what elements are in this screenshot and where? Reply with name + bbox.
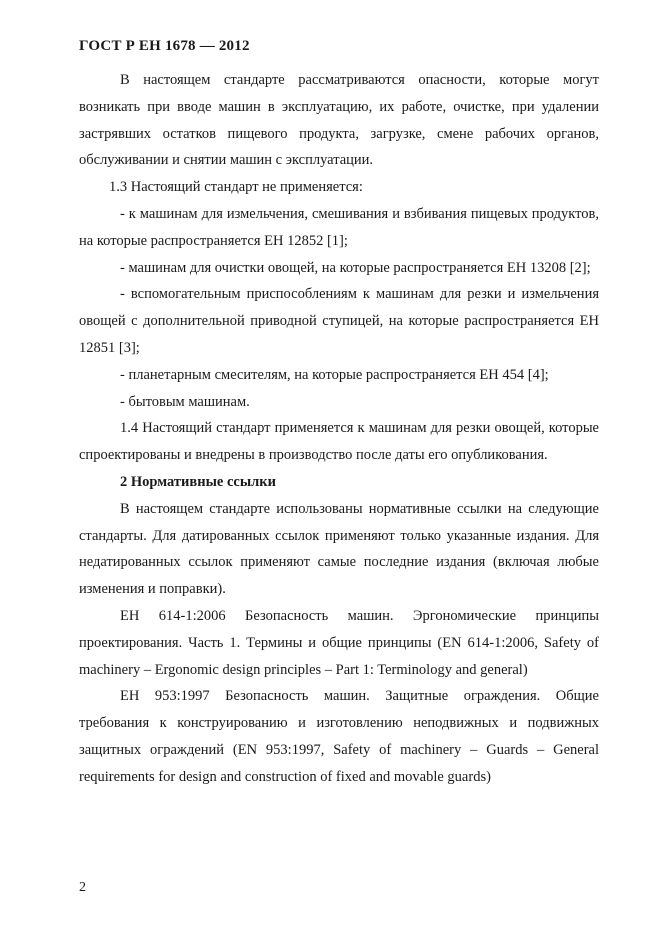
paragraph-references-intro: В настоящем стандарте использованы нормативные ссылки на следующие стандарты. Для датированных ссылок применяют только указанные издания. Для недатированных ссылок применяют самые последние издания (включая любые изменения и поправки). bbox=[79, 500, 599, 598]
paragraph-1-4: 1.4 Настоящий стандарт применяется к машинам для резки овощей, которые спроектированы и внедрены в производство после даты его опубликования. bbox=[79, 420, 599, 464]
paragraph-1-3: 1.3 Настоящий стандарт не применяется: bbox=[109, 179, 363, 196]
section-heading-normative-references: 2 Нормативные ссылки bbox=[120, 473, 276, 490]
list-item-exclusion-5: - бытовым машинам. bbox=[120, 393, 250, 410]
list-item-exclusion-2: - машинам для очистки овощей, на которые распространяется ЕН 13208 [2]; bbox=[120, 259, 591, 276]
list-item-exclusion-4: - планетарным смесителям, на которые распространяется ЕН 454 [4]; bbox=[120, 366, 549, 383]
list-item-exclusion-1: - к машинам для измельчения, смешивания и взбивания пищевых продуктов, на которые распространяется ЕН 12852 [1]; bbox=[79, 205, 599, 249]
paragraph-scope-description: В настоящем стандарте рассматриваются опасности, которые могут возникать при вводе машин в эксплуатацию, их работе, очистке, при удалении застрявших остатков пищевого продукта, загрузке, смене рабочих органов, обслуживании и снятии машин с эксплуатации. bbox=[79, 72, 599, 169]
reference-en-614-1: ЕН 614-1:2006 Безопасность машин. Эргономические принципы проектирования. Часть 1. Термины и общие принципы (EN 614-1:2006, Safety of machinery – Ergonomic design principles – Part 1: Terminology and general) bbox=[79, 607, 599, 678]
reference-en-953: ЕН 953:1997 Безопасность машин. Защитные ограждения. Общие требования к конструированию и изготовлению неподвижных и подвижных защитных ограждений (EN 953:1997, Safety of machinery – Guards – General requirements for design and construction of fixed and movable guards) bbox=[79, 688, 599, 785]
page-number: 2 bbox=[79, 880, 86, 895]
list-item-exclusion-3: - вспомогательным приспособлениям к машинам для резки и измельчения овощей с дополнительной приводной ступицей, на которые распространяется ЕН 12851 [3]; bbox=[79, 286, 599, 356]
document-body bbox=[79, 67, 599, 791]
page-header-title: ГОСТ Р ЕН 1678 — 2012 bbox=[79, 38, 250, 54]
